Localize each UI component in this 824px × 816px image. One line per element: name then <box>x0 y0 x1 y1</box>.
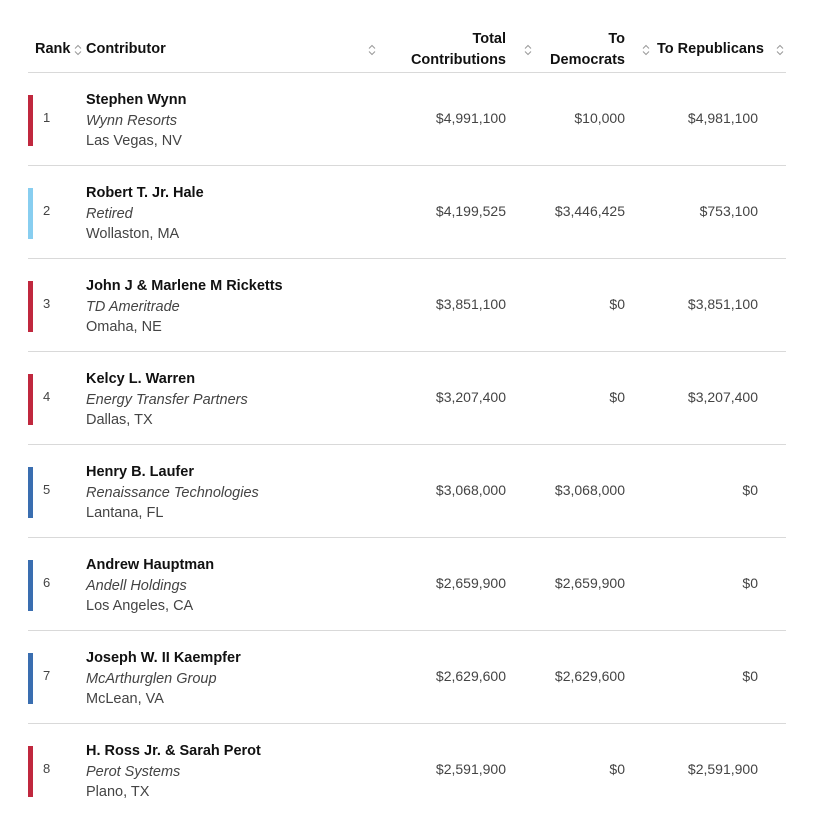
to-republicans-cell: $753,100 <box>699 203 758 219</box>
contributor-cell <box>86 90 186 152</box>
total-contributions-cell: $2,659,900 <box>435 575 506 591</box>
contributor-location: Los Angeles, CA <box>86 598 194 614</box>
table-row <box>28 73 786 166</box>
contributor-name: Joseph W. II Kaempfer <box>86 650 241 666</box>
contributor-cell <box>86 183 204 245</box>
to-democrats-cell: $10,000 <box>574 110 625 126</box>
column-header-to-democrats[interactable] <box>550 29 625 71</box>
total-contributions-cell: $4,199,525 <box>435 203 506 219</box>
contributor-name: Robert T. Jr. Hale <box>86 185 204 201</box>
contributor-cell <box>86 276 283 338</box>
contributor-location: McLean, VA <box>86 691 164 707</box>
table-row <box>28 538 786 631</box>
to-democrats-cell: $0 <box>609 389 625 405</box>
column-header-label: To Republicans <box>657 41 764 57</box>
contributor-location: Wollaston, MA <box>86 226 180 242</box>
to-democrats-cell: $3,068,000 <box>554 482 625 498</box>
contributor-name: H. Ross Jr. & Sarah Perot <box>86 743 261 759</box>
to-republicans-cell: $2,591,900 <box>687 761 758 777</box>
total-contributions-cell: $3,068,000 <box>435 482 506 498</box>
party-indicator-bar <box>28 374 33 425</box>
total-contributions-cell: $2,629,600 <box>435 668 506 684</box>
contributor-location: Lantana, FL <box>86 505 164 521</box>
contributor-cell <box>86 369 248 431</box>
to-republicans-cell: $3,851,100 <box>687 296 758 312</box>
contributor-organization: Andell Holdings <box>86 577 187 594</box>
column-header-label: Rank <box>35 41 71 57</box>
sort-arrows-icon[interactable] <box>74 44 82 56</box>
column-header-total-contributions[interactable] <box>411 29 506 71</box>
to-democrats-cell: $0 <box>609 761 625 777</box>
total-contributions-cell: $4,991,100 <box>435 110 506 126</box>
contributor-organization: Renaissance Technologies <box>86 484 259 501</box>
contributor-organization: TD Ameritrade <box>86 298 180 315</box>
contributor-organization: Energy Transfer Partners <box>86 391 248 408</box>
contributor-name: John J & Marlene M Ricketts <box>86 278 283 294</box>
to-republicans-cell: $0 <box>742 575 758 591</box>
contributor-name: Henry B. Laufer <box>86 464 194 480</box>
column-header-label: To <box>608 31 625 47</box>
contributor-cell <box>86 648 241 710</box>
party-indicator-bar <box>28 95 33 146</box>
contributor-location: Las Vegas, NV <box>86 133 182 149</box>
total-contributions-cell: $3,207,400 <box>435 389 506 405</box>
sort-arrows-icon[interactable] <box>368 44 376 56</box>
rank-cell: 1 <box>43 110 51 125</box>
to-democrats-cell: $2,629,600 <box>554 668 625 684</box>
party-indicator-bar <box>28 746 33 797</box>
sort-arrows-icon[interactable] <box>776 44 784 56</box>
contributor-organization: Wynn Resorts <box>86 112 178 129</box>
table-row <box>28 445 786 538</box>
party-indicator-bar <box>28 467 33 518</box>
table-row <box>28 166 786 259</box>
table-row <box>28 259 786 352</box>
sort-arrows-icon[interactable] <box>524 44 532 56</box>
contributor-cell <box>86 555 214 617</box>
contributor-name: Kelcy L. Warren <box>86 371 196 387</box>
table-header <box>28 0 786 73</box>
to-democrats-cell: $2,659,900 <box>554 575 625 591</box>
column-header-label: Contributions <box>410 52 506 68</box>
table-body <box>28 73 786 816</box>
rank-cell: 8 <box>43 761 51 776</box>
contributor-cell <box>86 741 261 803</box>
rank-cell: 3 <box>43 296 51 311</box>
rank-cell: 2 <box>43 203 51 218</box>
party-indicator-bar <box>28 653 33 704</box>
party-indicator-bar <box>28 188 33 239</box>
column-header-label: Total <box>472 31 506 47</box>
table-row <box>28 352 786 445</box>
contributor-name: Andrew Hauptman <box>86 557 215 573</box>
column-header-to-republicans[interactable] <box>657 39 764 60</box>
contributor-cell <box>86 462 259 524</box>
to-democrats-cell: $3,446,425 <box>554 203 625 219</box>
contributor-organization: Perot Systems <box>86 763 181 780</box>
rank-cell: 5 <box>43 482 51 497</box>
column-header-label: Democrats <box>550 52 625 68</box>
rank-cell: 4 <box>43 389 51 404</box>
table-row <box>28 724 786 816</box>
contributor-organization: Retired <box>86 205 133 222</box>
column-header-rank[interactable] <box>35 39 70 60</box>
party-indicator-bar <box>28 281 33 332</box>
column-header-label: Contributor <box>86 41 166 57</box>
contributors-table <box>28 0 786 816</box>
to-republicans-cell: $0 <box>742 668 758 684</box>
to-democrats-cell: $0 <box>609 296 625 312</box>
to-republicans-cell: $3,207,400 <box>687 389 758 405</box>
rank-cell: 7 <box>43 668 51 683</box>
contributor-location: Omaha, NE <box>86 319 162 335</box>
to-republicans-cell: $0 <box>742 482 758 498</box>
rank-cell: 6 <box>43 575 51 590</box>
to-republicans-cell: $4,981,100 <box>687 110 758 126</box>
total-contributions-cell: $2,591,900 <box>435 761 506 777</box>
column-header-contributor[interactable] <box>86 39 166 60</box>
party-indicator-bar <box>28 560 33 611</box>
contributor-location: Plano, TX <box>86 784 150 800</box>
sort-arrows-icon[interactable] <box>642 44 650 56</box>
contributor-organization: McArthurglen Group <box>86 670 217 687</box>
total-contributions-cell: $3,851,100 <box>435 296 506 312</box>
contributor-name: Stephen Wynn <box>86 92 187 108</box>
contributor-location: Dallas, TX <box>86 412 153 428</box>
table-row <box>28 631 786 724</box>
